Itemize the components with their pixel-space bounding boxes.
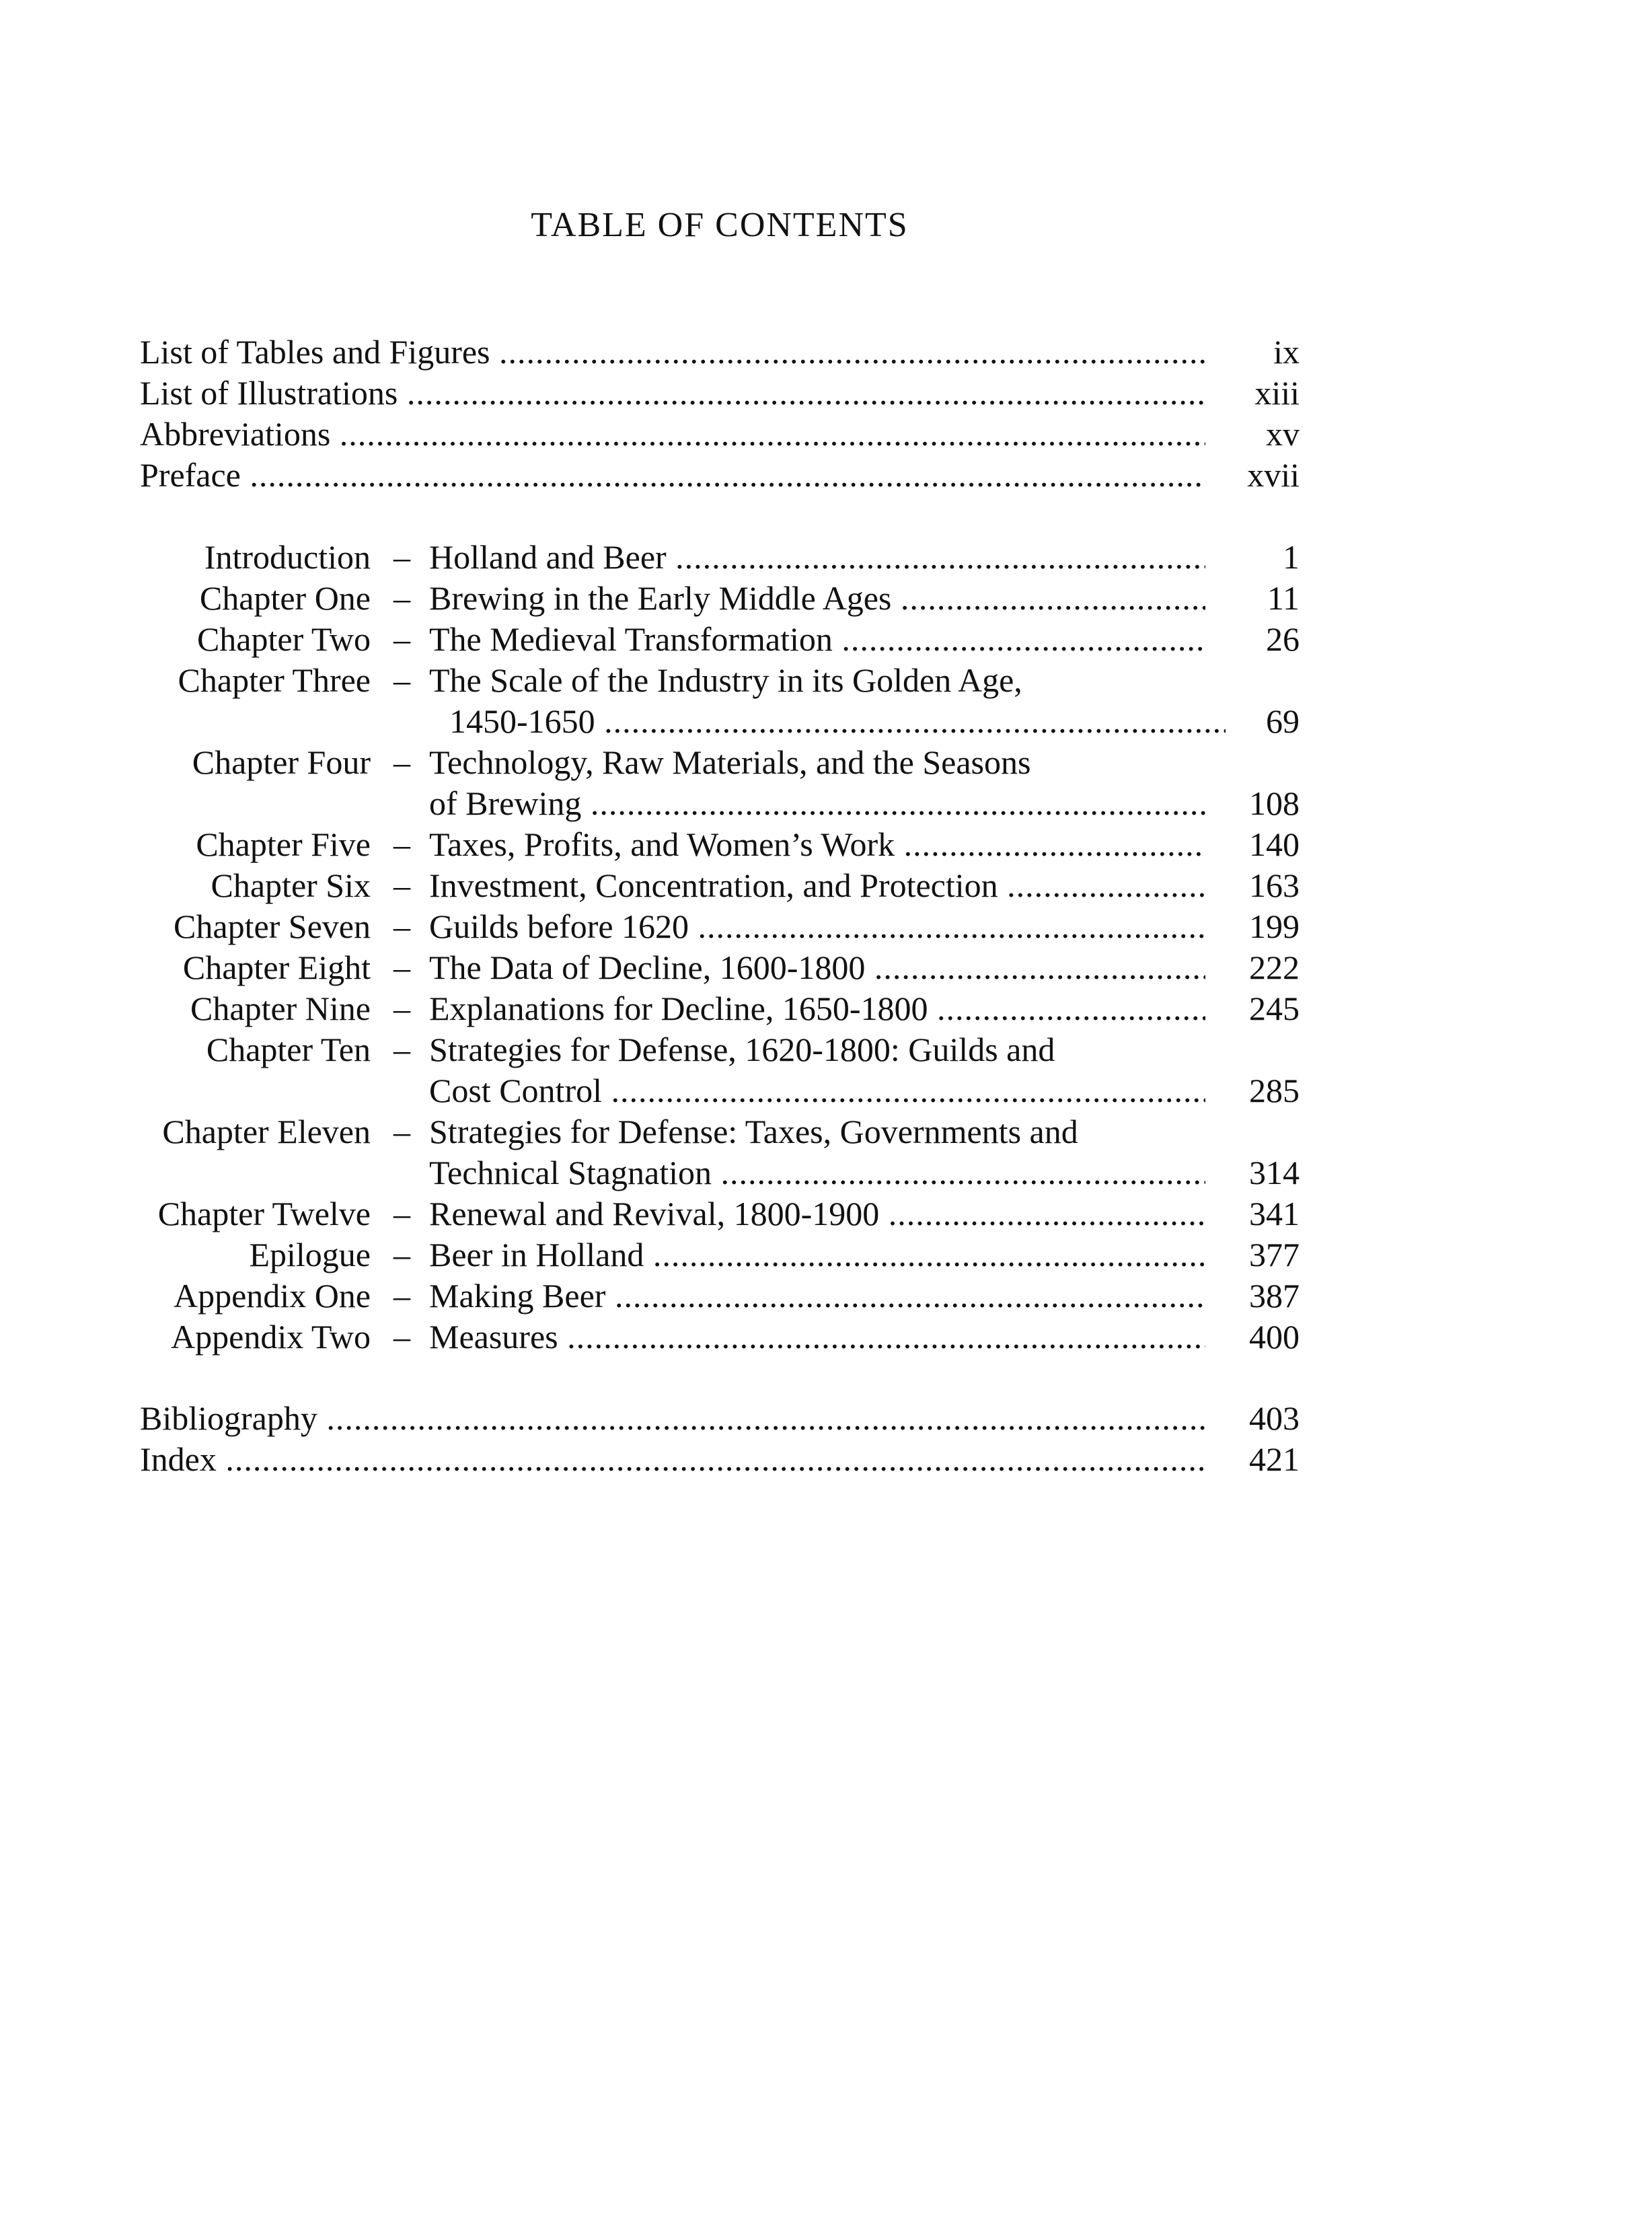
toc-chapter-entry[interactable] (0, 618, 1652, 660)
chapter-label: Epilogue (249, 1236, 371, 1273)
chapter-title: The Medieval Transformation ..... (429, 618, 1205, 660)
page-title: TABLE OF CONTENTS (531, 206, 909, 244)
separator-dash: – (393, 661, 410, 699)
chapter-title: Renewal and Revival, 1800-1900 ..... (429, 1193, 1205, 1234)
chapter-page: 245 (1249, 990, 1300, 1027)
chapter-page: 69 (1266, 702, 1300, 740)
chapter-page: 314 (1249, 1154, 1300, 1191)
toc-entry[interactable] (0, 1438, 1652, 1480)
entry-page: 403 (1249, 1399, 1300, 1437)
toc-entry[interactable] (0, 1397, 1652, 1439)
chapter-title: Brewing in the Early Middle Ages ..... (429, 577, 1205, 619)
separator-dash: – (393, 743, 410, 781)
toc-chapter-entry[interactable] (0, 988, 1652, 1029)
toc-chapter-entry[interactable] (0, 905, 1652, 947)
toc-chapter-entry[interactable] (0, 536, 1652, 578)
toc-chapter-entry-continuation[interactable] (0, 1070, 1652, 1111)
chapter-title-continued: Cost Control ..... (429, 1070, 1205, 1111)
chapter-label: Chapter One (199, 579, 371, 617)
separator-dash: – (393, 579, 410, 617)
toc-chapter-entry[interactable] (0, 741, 1652, 783)
entry-label: Index ..... (140, 1438, 1205, 1480)
chapter-page: 285 (1249, 1072, 1300, 1109)
chapter-label: Chapter Five (196, 825, 371, 863)
separator-dash: – (393, 538, 410, 576)
toc-chapter-entry[interactable] (0, 823, 1652, 865)
chapter-title-continued: of Brewing ..... (429, 782, 1205, 824)
chapter-label: Chapter Three (178, 661, 371, 699)
chapter-page: 140 (1249, 825, 1300, 863)
chapter-label: Chapter Nine (190, 990, 371, 1027)
chapter-title: Measures ..... (429, 1316, 1205, 1358)
entry-label: List of Tables and Figures ..... (140, 331, 1205, 373)
separator-dash: – (393, 990, 410, 1027)
chapter-title: Investment, Concentration, and Protection ..... (429, 864, 1205, 906)
toc-chapter-entry[interactable] (0, 1029, 1652, 1070)
separator-dash: – (393, 1113, 410, 1150)
entry-label: Preface ..... (140, 454, 1205, 496)
entry-page: 421 (1249, 1440, 1300, 1478)
chapter-label: Chapter Twelve (157, 1195, 371, 1232)
toc-chapter-entry-continuation[interactable] (0, 700, 1652, 742)
chapter-label: Chapter Eleven (162, 1113, 371, 1150)
chapter-label: Chapter Eight (182, 949, 371, 986)
separator-dash: – (393, 949, 410, 986)
entry-page: xiii (1254, 374, 1300, 412)
toc-entry[interactable] (0, 331, 1652, 373)
separator-dash: – (393, 1195, 410, 1232)
chapter-page: 400 (1249, 1318, 1300, 1356)
entry-page: ix (1273, 333, 1300, 371)
separator-dash: – (393, 1236, 410, 1273)
chapter-page: 11 (1267, 579, 1300, 617)
chapter-title-continued: 1450-1650 ..... (449, 700, 1226, 742)
chapter-label: Chapter Four (192, 743, 371, 781)
chapter-page: 341 (1249, 1195, 1300, 1232)
separator-dash: – (393, 1277, 410, 1315)
chapter-page: 222 (1249, 949, 1300, 986)
chapter-label: Chapter Seven (174, 908, 371, 945)
toc-chapter-entry[interactable] (0, 1275, 1652, 1317)
entry-label: Abbreviations ..... (140, 413, 1205, 455)
chapter-label: Appendix Two (171, 1318, 371, 1356)
chapter-label: Chapter Two (196, 620, 371, 658)
chapter-title: The Scale of the Industry in its Golden Age, (429, 661, 1022, 699)
chapter-title: Strategies for Defense, 1620-1800: Guilds and (429, 1031, 1055, 1068)
chapter-page: 108 (1249, 784, 1300, 822)
entry-label: List of Illustrations ..... (140, 372, 1205, 414)
toc-chapter-entry[interactable] (0, 1193, 1652, 1234)
toc-chapter-entry[interactable] (0, 947, 1652, 988)
chapter-title: Beer in Holland ..... (429, 1234, 1205, 1275)
toc-entry[interactable] (0, 413, 1652, 455)
chapter-title: Strategies for Defense: Taxes, Governments and (429, 1113, 1078, 1150)
chapter-page: 377 (1249, 1236, 1300, 1273)
toc-entry[interactable] (0, 454, 1652, 496)
toc-chapter-entry[interactable] (0, 1111, 1652, 1152)
chapter-page: 387 (1249, 1277, 1300, 1315)
chapter-title-continued: Technical Stagnation ..... (429, 1152, 1205, 1193)
chapter-title: Taxes, Profits, and Women’s Work ..... (429, 823, 1205, 865)
toc-chapter-entry[interactable] (0, 1316, 1652, 1358)
chapter-title: Holland and Beer ..... (429, 536, 1205, 578)
chapter-title: Technology, Raw Materials, and the Seasons (429, 743, 1031, 781)
chapter-label: Chapter Six (211, 866, 371, 904)
separator-dash: – (393, 620, 410, 658)
separator-dash: – (393, 908, 410, 945)
toc-chapter-entry[interactable] (0, 577, 1652, 619)
toc-chapter-entry-continuation[interactable] (0, 782, 1652, 824)
toc-entry[interactable] (0, 372, 1652, 414)
chapter-page: 199 (1249, 908, 1300, 945)
separator-dash: – (393, 866, 410, 904)
chapter-title: Making Beer ..... (429, 1275, 1205, 1317)
chapter-label: Appendix One (174, 1277, 371, 1315)
chapter-label: Introduction (204, 538, 371, 576)
chapter-label: Chapter Ten (206, 1031, 371, 1068)
chapter-title: Guilds before 1620 ..... (429, 905, 1205, 947)
toc-chapter-entry-continuation[interactable] (0, 1152, 1652, 1193)
toc-chapter-entry[interactable] (0, 1234, 1652, 1275)
separator-dash: – (393, 1031, 410, 1068)
separator-dash: – (393, 1318, 410, 1356)
entry-label: Bibliography ..... (140, 1397, 1205, 1439)
chapter-page: 163 (1249, 866, 1300, 904)
chapter-page: 1 (1283, 538, 1300, 576)
toc-chapter-entry[interactable] (0, 864, 1652, 906)
entry-page: xv (1266, 415, 1300, 453)
entry-page: xvii (1247, 456, 1300, 494)
toc-chapter-entry[interactable] (0, 659, 1652, 701)
chapter-title: Explanations for Decline, 1650-1800 ..... (429, 988, 1205, 1029)
separator-dash: – (393, 825, 410, 863)
chapter-page: 26 (1266, 620, 1300, 658)
chapter-title: The Data of Decline, 1600-1800 ..... (429, 947, 1205, 988)
